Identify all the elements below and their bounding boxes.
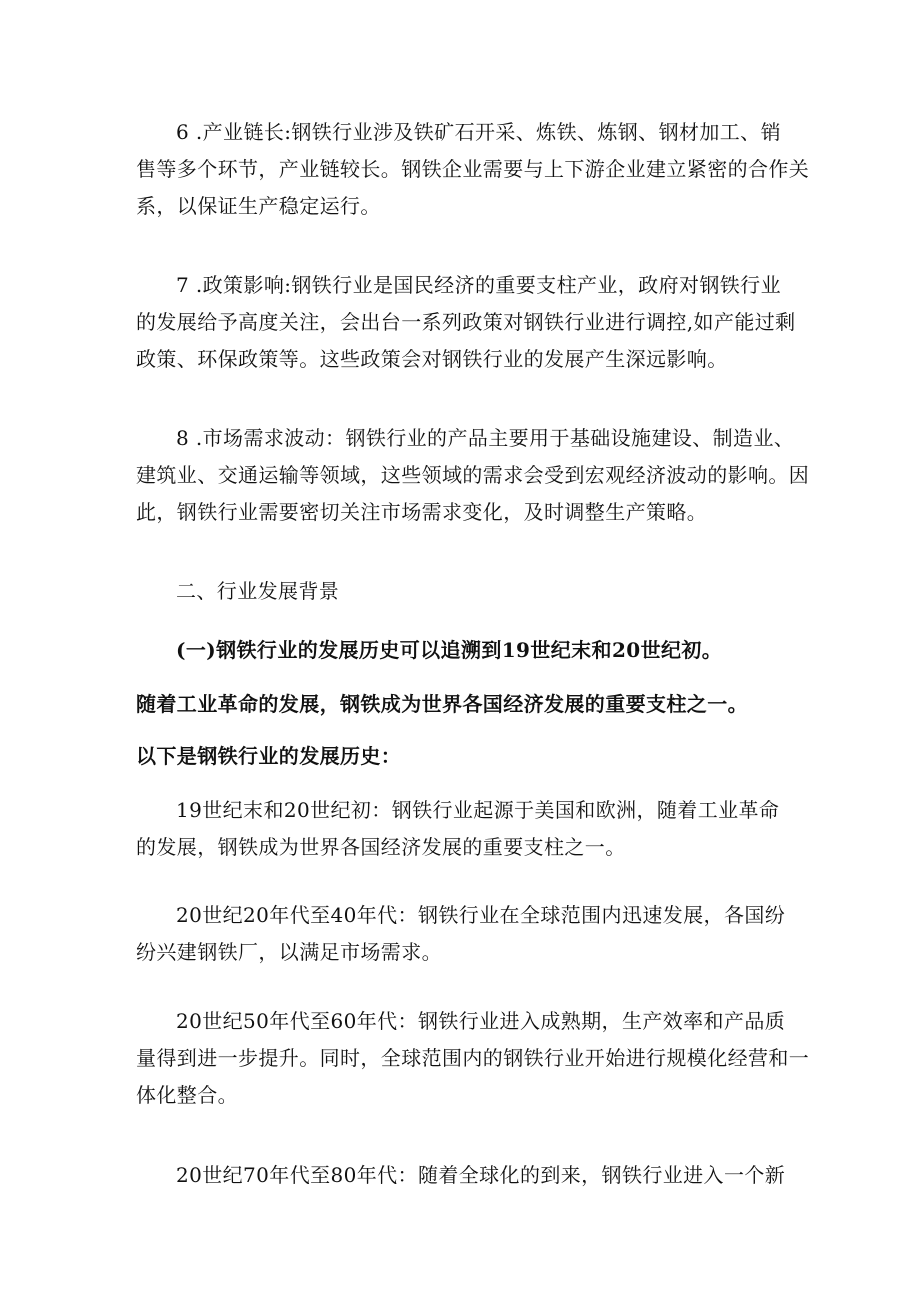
text-line: 随着工业革命的发展，钢铁成为世界各国经济发展的重要支柱之一。 bbox=[136, 692, 748, 716]
section-heading bbox=[136, 573, 796, 610]
text-line: 建筑业、交通运输等领域，这些领域的需求会受到宏观经济波动的影响。因 bbox=[136, 463, 810, 487]
paragraph-policy-impact bbox=[136, 267, 796, 378]
text-line: 7 .政策影响:钢铁行业是国民经济的重要支柱产业，政府对钢铁行业 bbox=[176, 273, 781, 297]
paragraph-history-intro-cont2 bbox=[136, 738, 796, 775]
text-line: 19世纪末和20世纪初：钢铁行业起源于美国和欧洲，随着工业革命 bbox=[176, 798, 780, 822]
heading-text: 二、行业发展背景 bbox=[176, 579, 340, 603]
paragraph-history-1 bbox=[136, 792, 796, 866]
paragraph-industry-chain bbox=[136, 114, 810, 225]
paragraph-history-4 bbox=[136, 1157, 796, 1194]
text-line: 6 .产业链长:钢铁行业涉及铁矿石开采、炼铁、炼钢、钢材加工、销 bbox=[176, 120, 781, 144]
text-line: 此，钢铁行业需要密切关注市场需求变化，及时调整生产策略。 bbox=[136, 500, 708, 524]
text-line: 20世纪20年代至40年代：钢铁行业在全球范围内迅速发展，各国纷 bbox=[176, 903, 786, 927]
text-line: 20世纪50年代至60年代：钢铁行业进入成熟期，生产效率和产品质 bbox=[176, 1009, 786, 1033]
text-line: 纷兴建钢铁厂，以满足市场需求。 bbox=[136, 940, 442, 964]
paragraph-history-2 bbox=[136, 897, 796, 971]
text-line: 量得到进一步提升。同时，全球范围内的钢铁行业开始进行规模化经营和一 bbox=[136, 1046, 810, 1070]
paragraph-history-3 bbox=[136, 1003, 810, 1114]
text-line: 的发展给予高度关注，会出台一系列政策对钢铁行业进行调控,如产能过剩 bbox=[136, 310, 796, 334]
text-line: 体化整合。 bbox=[136, 1083, 238, 1107]
text-line: 政策、环保政策等。这些政策会对钢铁行业的发展产生深远影响。 bbox=[136, 347, 728, 371]
text-line: 系，以保证生产稳定运行。 bbox=[136, 194, 381, 218]
paragraph-market-demand bbox=[136, 420, 810, 531]
paragraph-history-intro-cont bbox=[136, 686, 796, 723]
text-line: 8 .市场需求波动：钢铁行业的产品主要用于基础设施建设、制造业、 bbox=[176, 426, 795, 450]
text-line: 20世纪70年代至80年代：随着全球化的到来，钢铁行业进入一个新 bbox=[176, 1163, 786, 1187]
text-line: (一)钢铁行业的发展历史可以追溯到19世纪末和20世纪初。 bbox=[176, 638, 723, 662]
paragraph-history-intro bbox=[136, 632, 796, 669]
text-line: 售等多个环节，产业链较长。钢铁企业需要与上下游企业建立紧密的合作关 bbox=[136, 157, 810, 181]
text-line: 以下是钢铁行业的发展历史： bbox=[136, 744, 402, 768]
text-line: 的发展，钢铁成为世界各国经济发展的重要支柱之一。 bbox=[136, 835, 626, 859]
